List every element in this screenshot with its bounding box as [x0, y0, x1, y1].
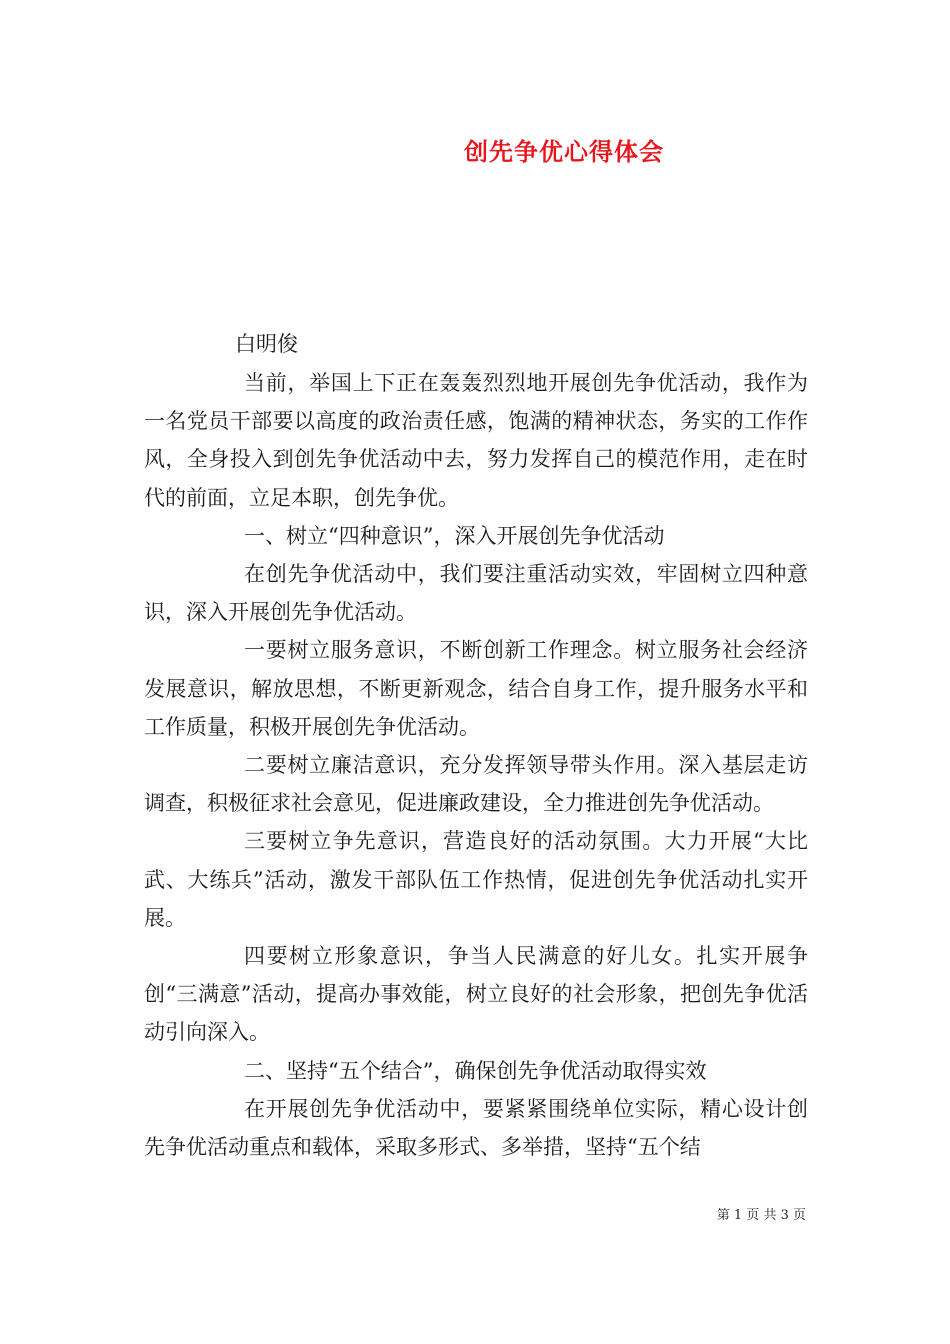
- paragraph: 在创先争优活动中，我们要注重活动实效，牢固树立四种意识，深入开展创先争优活动。: [144, 562, 808, 625]
- document-title: 创先争优心得体会: [464, 137, 664, 166]
- author-name: 白明俊: [235, 332, 298, 356]
- paragraph: 一要树立服务意识，不断创新工作理念。树立服务社会经济发展意识，解放思想，不断更新观念，结合自身工作，提升服务水平和工作质量，积极开展创先争优活动。: [144, 638, 808, 739]
- paragraph: 当前，举国上下正在轰轰烈烈地开展创先争优活动，我作为一名党员干部要以高度的政治责任感，饱满的精神状态，务实的工作作风，全身投入到创先争优活动中去，努力发挥自己的模范作用，走在时代的前面，立足本职，创先争优。: [144, 371, 808, 510]
- section-heading: 二、坚持“五个结合”，确保创先争优活动取得实效: [244, 1058, 707, 1083]
- section-heading: 一、树立“四种意识”，深入开展创先争优活动: [244, 523, 665, 548]
- page-number: 第 1 页 共 3 页: [716, 1208, 806, 1223]
- paragraph: 在开展创先争优活动中，要紧紧围绕单位实际，精心设计创先争优活动重点和载体，采取多形式、多举措，坚持“五个结: [144, 1096, 808, 1160]
- paragraph: 二要树立廉洁意识，充分发挥领导带头作用。深入基层走访调查，积极征求社会意见，促进廉政建设，全力推进创先争优活动。: [144, 753, 808, 816]
- paragraph: 三要树立争先意识，营造良好的活动氛围。大力开展“大比武、大练兵”活动，激发干部队伍工作热情，促进创先争优活动扎实开展。: [144, 829, 808, 930]
- document-body: [144, 364, 808, 1166]
- paragraph: 四要树立形象意识，争当人民满意的好儿女。扎实开展争创“三满意”活动，提高办事效能，树立良好的社会形象，把创先争优活动引向深入。: [144, 944, 808, 1045]
